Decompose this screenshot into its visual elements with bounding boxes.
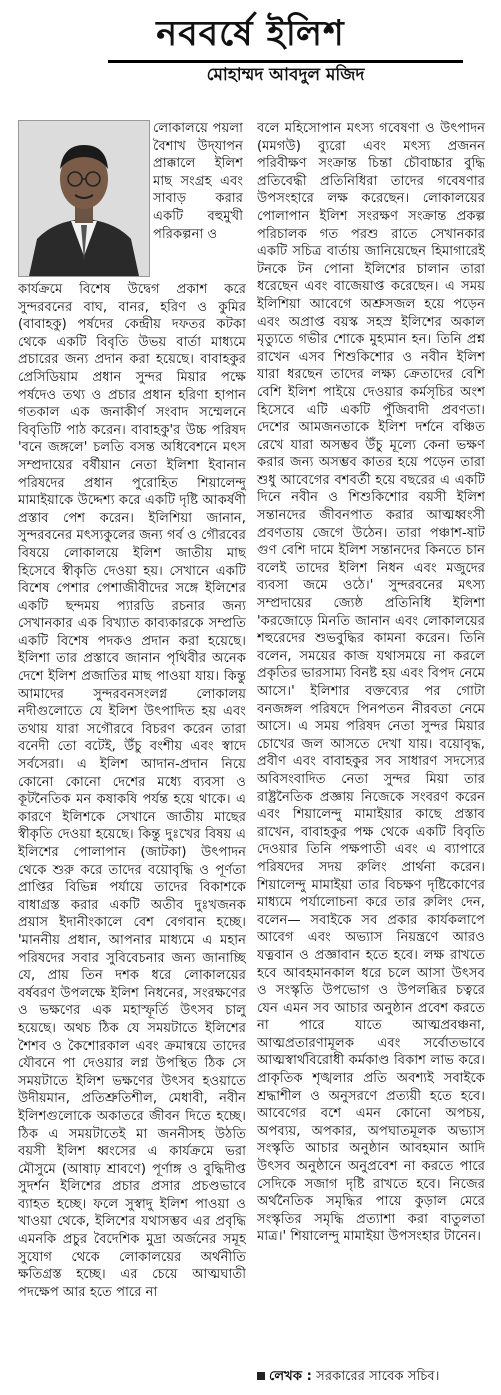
author-name: মোহাম্মদ আবদুল মজিদ	[206, 65, 365, 85]
lead-text: লোকালয়ে পয়লা বৈশাখ উদ্‌যাপন প্রাক্কালে ইলিশ মাছ সংগ্রহ এবং সাবাড় করার একটি বহুমুখী পরিকল্পনা ও	[153, 121, 243, 242]
author-photo	[18, 120, 150, 277]
bullet-square-icon	[257, 1372, 265, 1380]
article-left-column	[18, 281, 246, 1383]
author-signature	[257, 1368, 485, 1386]
article-lead-paragraph	[153, 120, 243, 270]
left-column-text: কার্যক্রমে বিশেষ উদ্বেগ প্রকাশ করে সুন্দরবনের বাঘ, বানর, হরিণ ও কুমির (বাবাহকু) পর্ষদের কেন্দ্রীয় দফতর কটকা থেকে একটি বিবৃতি উভয় বার্তা মাধ্যমে প্রচারের জন্য প্রদান করা হয়েছে। বাবাহকুর প্রেসিডিয়াম প্রধান সুন্দর মিয়ার পক্ষে পর্ষদেও তথ্য ও প্রচার প্রধান হরিণা হাপান গতকাল এক জনাকীর্ণ সংবাদ সম্মেলনে বিবৃতিটি পাঠ করেন। বাবাহকু'র উচ্চ পরিষদ 'বনে জঙ্গলে' চলতি বসন্ত অধিবেশনে মৎস সম্প্রদায়ের বর্ষীয়ান নেতা ইলিশা ইবানান পরিষদের প্রধান পুরোহিত শিয়ালেন্দু মামাইয়াকে উদ্দেশ্য করে একটি দৃষ্টি আকর্ষণী প্রস্তাব পেশ করেন। ইলিশিয়া জানান, সুন্দরবনের মৎস্যকুলের জন্য গর্ব ও গৌরবের বিষয়ে লোকালয়ে ইলিশ জাতীয় মাছ হিসেবে স্বীকৃতি দেওয়া হয়। সেখানে একটি বিশেষ পেশার পেশাজীবীদের সঙ্গে ইলিশের একটি ছন্দময় প্যারডি রচনার জন্য সেখানকার এক বিখ্যাত কাব্যকারকে সম্প্রতি একটি বিশেষ পদকও প্রদান করা হয়েছে। ইলিশা তার প্রস্তাবে জানান পৃথিবীর অনেক দেশে ইলিশ প্রজাতির মাছ পাওয়া যায়। কিন্তু আমাদের সুন্দরবনসংলগ্ন লোকালয় নদীগুলোতে যে ইলিশ উৎপাদিত হয় এবং তথায় যারা সগৌরবে বিচরণ করেন তারা বনেদী তো বটেই, উঁচু বংশীয় এবং স্বাদে সর্বসেরা। এ ইলিশ আদান-প্রদান নিয়ে কোনো কোনো দেশের মধ্যে ব্যবসা ও কূটনৈতিক মন কষাকষি পর্যন্ত হয়ে থাকে। এ কারণে ইলিশকে সেখানে জাতীয় মাছের স্বীকৃতি দেওয়া হয়েছে। কিন্তু দুঃখের বিষয় এ ইলিশের পোলাপান (জাটকা) উৎপাদন থেকে শুরু করে তাদের বয়োবৃদ্ধি ও পূর্ণতা প্রাপ্তির বিভিন্ন পর্যায়ে তাদের বিকাশকে বাধাগ্রস্ত করার একটি অতীব দুঃখজনক প্রয়াস ইদানীংকালে বেশ বেগবান হচ্ছে। 'মাননীয় প্রধান, আপনার মাধ্যমে এ মহান পরিষদের সবার সুবিবেচনার জন্য জানাচ্ছি যে, প্রায় তিন দশক ধরে লোকালয়ের বর্ষবরণ উপলক্ষে ইলিশ নিধনের, সংরক্ষণের ও ভক্ষণের এক মহাস্ফূর্তি উৎসব চালু হয়েছে। অথচ ঠিক যে সময়টাতে ইলিশের শৈশব ও কৈশোরকাল এবং ক্রমান্বয়ে তাদের যৌবনে পা দেওয়ার লগ্ন উপস্থিত ঠিক সে সময়টাতে ইলিশ ভক্ষণের উৎসব হওয়াতে উদীয়মান, প্রতিশ্রুতিশীল, মেধাবী, নবীন ইলিশগুলোকে অকাতরে জীবন দিতে হচ্ছে। ঠিক এ সময়টাতেই মা জননীসহ উঠতি বয়সী ইলিশ ধ্বংসের এ কার্যক্রমে ভরা মৌসুমে (আষাঢ় শ্রাবণে) পূর্ণাঙ্গ ও বুদ্ধিদীপ্ত সুদর্শন ইলিশের প্রচার প্রসার প্রচণ্ডভাবে ব্যাহত হচ্ছে। ফলে সুস্বাদু ইলিশ পাওয়া ও খাওয়া থেকে, ইলিশের যথাসম্ভব এর প্রবৃদ্ধি এমনকি প্রচুর বৈদেশিক মুদ্রা অর্জনের সমূহ সুযোগ থেকে লোকালয়ের অর্থনীতি ক্ষতিগ্রস্ত হচ্ছে। এর চেয়ে আত্মঘাতী পদক্ষেপ আর হতে পারে না	[18, 282, 246, 1300]
signature-label: লেখক :	[269, 1369, 312, 1384]
article-right-column	[257, 120, 485, 1365]
signature-text: সরকারের সাবেক সচিব।	[316, 1369, 440, 1384]
portrait-image	[19, 121, 149, 276]
article-title: নববর্ষে ইলিশ	[156, 14, 345, 54]
right-column-text: বলে মহিসোপান মৎস্য গবেষণা ও উৎপাদন (মমগউ) ব্যুরো এবং মৎস্য প্রজনন পরিবীক্ষণ সংক্রান্ত চিন্তা চৌবাচ্চার বুদ্ধি প্রতিবেদ্ধী প্রতিনিধিরা তাদের গবেষণার উপসংহারে লক্ষ করেছেন। লোকালয়ের পোলাপান ইলিশ সংরক্ষণ সংক্রান্ত প্রকল্প পরিচালক গত পরশু রাতে সেখানকার একটি সচিত্র বার্তায় জানিয়েছেন হিমাগারেই টনকে টন পোনা ইলিশের চালান তারা ধরেছেন এবং বাজেয়াপ্ত করেছেন। এ সময় ইলিশিয়া আবেগে অশ্রুসজল হয়ে পড়েন এবং অপ্রাপ্ত বয়স্ক সহস্র ইলিশের অকাল মৃত্যুতে গভীর শোকে মুহ্যমান হন। তিনি প্রশ্ন রাখেন এসব শিশুকিশোর ও নবীন ইলিশ যারা ধরছেন তাদের লক্ষ্য ক্রেতাদের বেশি বেশি ইলিশ পাইয়ে দেওয়ার কর্মসৃচির অংশ হিসেবে এটি একটি পুঁজিবাদী প্রবণতা। দেশের আমজনতাকে ইলিশ দর্শনে বঞ্চিত রেখে যারা অসম্ভব উঁচু মূল্যে কেনা ভক্ষণ করার জন্য অসম্ভব কাতর হয়ে পড়েন তারা শুধু আবেগের বশবর্তী হয়ে বছরের এ একটি দিনে নবীন ও শিশুকিশোর বয়সী ইলিশ সন্তানদের জীবনপাত করার আত্মধ্বংসী প্রবণতায় জেগে উঠেন। তারা পঞ্চাশ-ষাট গুণ বেশি দামে ইলিশ সন্তানদের কিনতে চান বলেই তাদের ইলিশ নিধন এবং মজুদের ব্যবসা জমে ওঠে।' সুন্দরবনের মৎস্য সম্প্রদায়ের জ্যেষ্ঠ প্রতিনিধি ইলিশা 'করজোড়ে মিনতি জানান এবং লোকালয়ের শহুরেদের শুভবুদ্ধির কামনা করেন। তিনি বলেন, সময়ের কাজ যথাসময়ে না করলে প্রকৃতির ভারসাম্য বিনষ্ট হয় এবং বিপদ নেমে আসে।' ইলিশার বক্তব্যের পর গোটা বনজঙ্গল পরিষদে পিনপতন নীরবতা নেমে আসে। এ সময় পরিষদ নেতা সুন্দর মিয়ার চোখের জল আসতে দেখা যায়। বয়োবৃদ্ধ, প্রবীণ এবং বাবাহকুর সব সাধারণ সদস্যের অবিসংবাদিত নেতা সুন্দর মিয়া তার রাষ্ট্রনৈতিক প্রজ্ঞায় নিজেকে সংবরণ করেন এবং শিয়ালেন্দু মামাইয়ার কাছে প্রস্তাব রাখেন, বাবাহকুর পক্ষ থেকে একটি বিবৃতি দেওয়ার তিনি পক্ষপাতী এবং এ ব্যাপারে পরিষদের সদয় রুলিং প্রার্থনা করেন। শিয়ালেন্দু মামাইয়া তার বিচক্ষণ দৃষ্টিকোণের মাধ্যমে পর্যালোচনা করে তার রুলিং দেন, বলেন— সবাইকে সব প্রকার কার্যকলাপে আবেগ এবং অভ্যাস নিয়ন্ত্রণে আরও যত্নবান ও প্রজ্ঞাবান হতে হবে। লক্ষ রাখতে হবে আবহমানকাল ধরে চলে আসা উৎসব ও সংস্কৃতি উপভোগ ও উপলব্ধির চত্বরে যেন এমন সব আচার অনুষ্ঠান প্রবেশ করতে না পারে যাতে আত্মপ্রবঞ্চনা, আত্মপ্রতারণামূলক এবং সর্বোতভাবে আত্মস্বার্থবিরোধী কর্মকাণ্ড বিকাশ লাভ করে। প্রাকৃতিক শৃঙ্খলার প্রতি অবশ্যই সবাইকে শ্রদ্ধাশীল ও অনুসরণে প্রত্যয়ী হতে হবে। আবেগের বশে এমন কোনো অপচয়, অপব্যয়, অপকার, অপঘাতমূলক অভ্যাস সংস্কৃতি আচার অনুষ্ঠান আবহমান আদি উৎসব অনুষ্ঠানে অনুপ্রবেশ না করতে পারে সেদিকে সজাগ দৃষ্টি রাখতে হবে। নিজের অর্থনৈতিক সমৃদ্ধির পায়ে কুড়াল মেরে সংস্কৃতির সমৃদ্ধি প্রত্যাশা করা বাতুলতা মাত্র।' শিয়ালেন্দু মামাইয়া উপসংহার টানেন।	[257, 121, 485, 1245]
